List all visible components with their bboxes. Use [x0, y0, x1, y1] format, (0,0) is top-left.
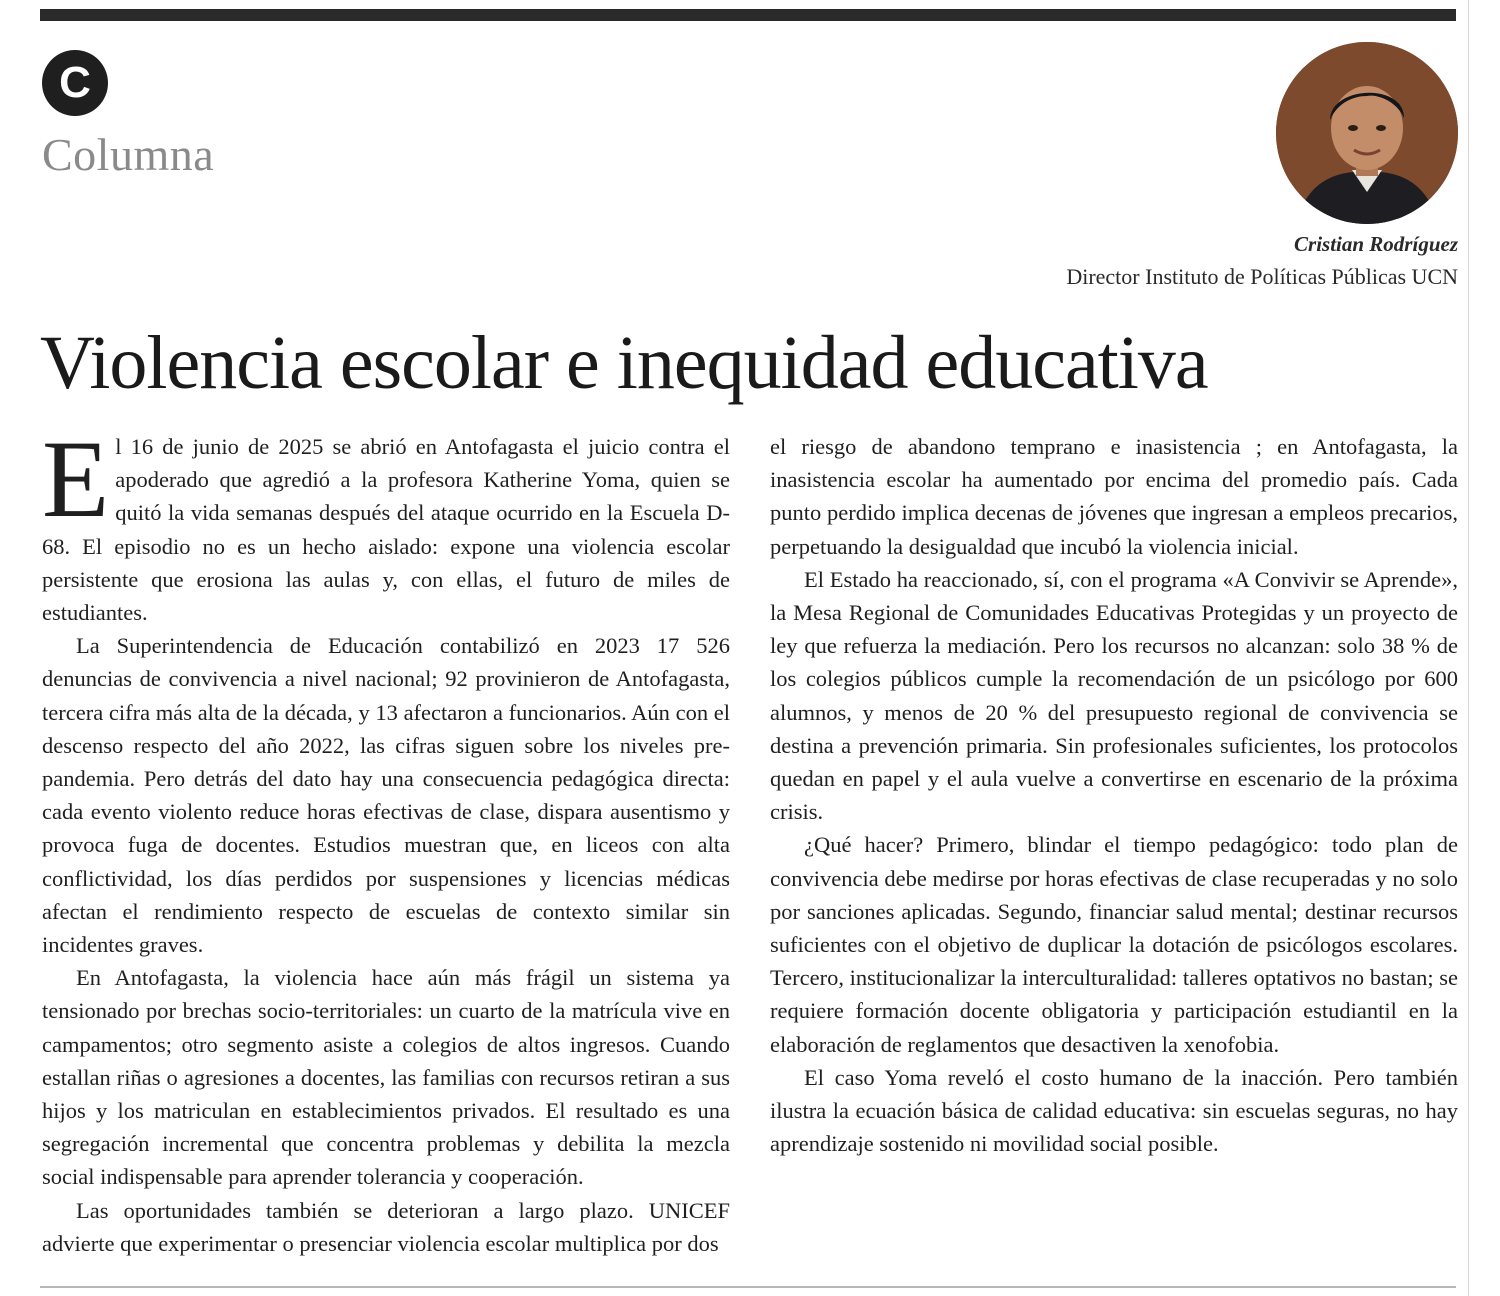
article-column-right [770, 430, 1458, 1160]
article-paragraph: El caso Yoma reveló el costo humano de la inacción. Pero también ilustra la ecuación básica de calidad educativa: sin escuelas seguras, no hay aprendizaje sostenido ni movilidad social posible. [770, 1064, 1458, 1157]
article-paragraph: Las oportunidades también se deterioran a largo plazo. UNICEF advierte que experimentar o presenciar violencia escolar multiplica por dos [42, 1197, 730, 1256]
article-paragraph: En Antofagasta, la violencia hace aún más frágil un sistema ya tensionado por brechas socio-territoriales: un cuarto de la matrícula vive en campamentos; otro segmento asiste a colegios de altos ingresos. Cuando estallan riñas o agresiones a docentes, las familias con recursos retiran a sus hijos y los matriculan en establecimientos privados. El resultado es una segregación incremental que concentra problemas y debilita la mezcla social indispensable para aprender tolerancia y cooperación. [42, 965, 730, 1190]
article-paragraph: El Estado ha reaccionado, sí, con el programa «A Convivir se Aprende», la Mesa Regional de Comunidades Educativas Protegidas y un proyecto de ley que refuerza la mediación. Pero los recursos no alcanzan: solo 38 % de los colegios públicos cumple la recomendación de un psicólogo por 600 alumnos, y menos de 20 % del presupuesto regional de convivencia se destina a prevención primaria. Sin profesionales suficientes, los protocolos quedan en papel y el aula vuelve a convertirse en escenario de la próxima crisis. [770, 566, 1458, 825]
article-headline: Violencia escolar e inequidad educativa [40, 321, 1208, 405]
page-edge-rule [1468, 0, 1469, 1296]
paragraph-text: l 16 de junio de 2025 se abrió en Antofagasta el juicio contra el apoderado que agredió a la profesora Katherine Yoma, quien se quitó la vida semanas después del ataque ocurrido en la Escuela D-68. El episodio no es un hecho aislado: expone una violencia escolar persistente que erosiona las aulas y, con ellas, el futuro de miles de estudiantes. [42, 434, 730, 626]
article-column-left [42, 418, 730, 1260]
author-role: Director Instituto de Políticas Públicas UCN [1066, 264, 1458, 289]
author-name: Cristian Rodríguez [1294, 232, 1458, 256]
author-portrait-icon [1276, 42, 1458, 224]
article-paragraph-continuation: el riesgo de abandono temprano e inasistencia ; en Antofagasta, la inasistencia escolar ha aumentado por encima del promedio país. Cada punto perdido implica decenas de jóvenes que ingresan a empleos precarios, perpetuando la desigualdad que incubó la violencia inicial. [770, 434, 1458, 559]
column-badge-icon: C [42, 50, 108, 116]
article-paragraph: La Superintendencia de Educación contabilizó en 2023 17 526 denuncias de convivencia a nivel nacional; 92 provinieron de Antofagasta, tercera cifra más alta de la década, y 13 afectaron a funcionarios. Aún con el descenso respecto del año 2022, las cifras siguen sobre los niveles pre-pandemia. Pero detrás del dato hay una consecuencia pedagógica directa: cada evento violento reduce horas efectivas de clase, dispara ausentismo y provoca fuga de docentes. Estudios muestran que, en liceos con alta conflictividad, los días perdidos por suspensiones y licencias médicas afectan el rendimiento respecto de escuelas de contexto similar sin incidentes graves. [42, 633, 730, 958]
drop-cap: E [42, 418, 110, 540]
bottom-rule [40, 1286, 1456, 1288]
section-label: Columna [42, 129, 215, 180]
article-paragraph: ¿Qué hacer? Primero, blindar el tiempo pedagógico: todo plan de convivencia debe medirse por horas efectivas de clase recuperadas y no solo por sanciones aplicadas. Segundo, financiar salud mental; destinar recursos suficientes con el objetivo de duplicar la dotación de psicólogos escolares. Tercero, institucionalizar la interculturalidad: talleres optativos no bastan; se requiere formación docente obligatoria y participación estudiantil en la elaboración de reglamentos que desactiven la xenofobia. [770, 832, 1458, 1057]
top-rule [40, 9, 1456, 21]
article-paragraph [42, 418, 730, 629]
